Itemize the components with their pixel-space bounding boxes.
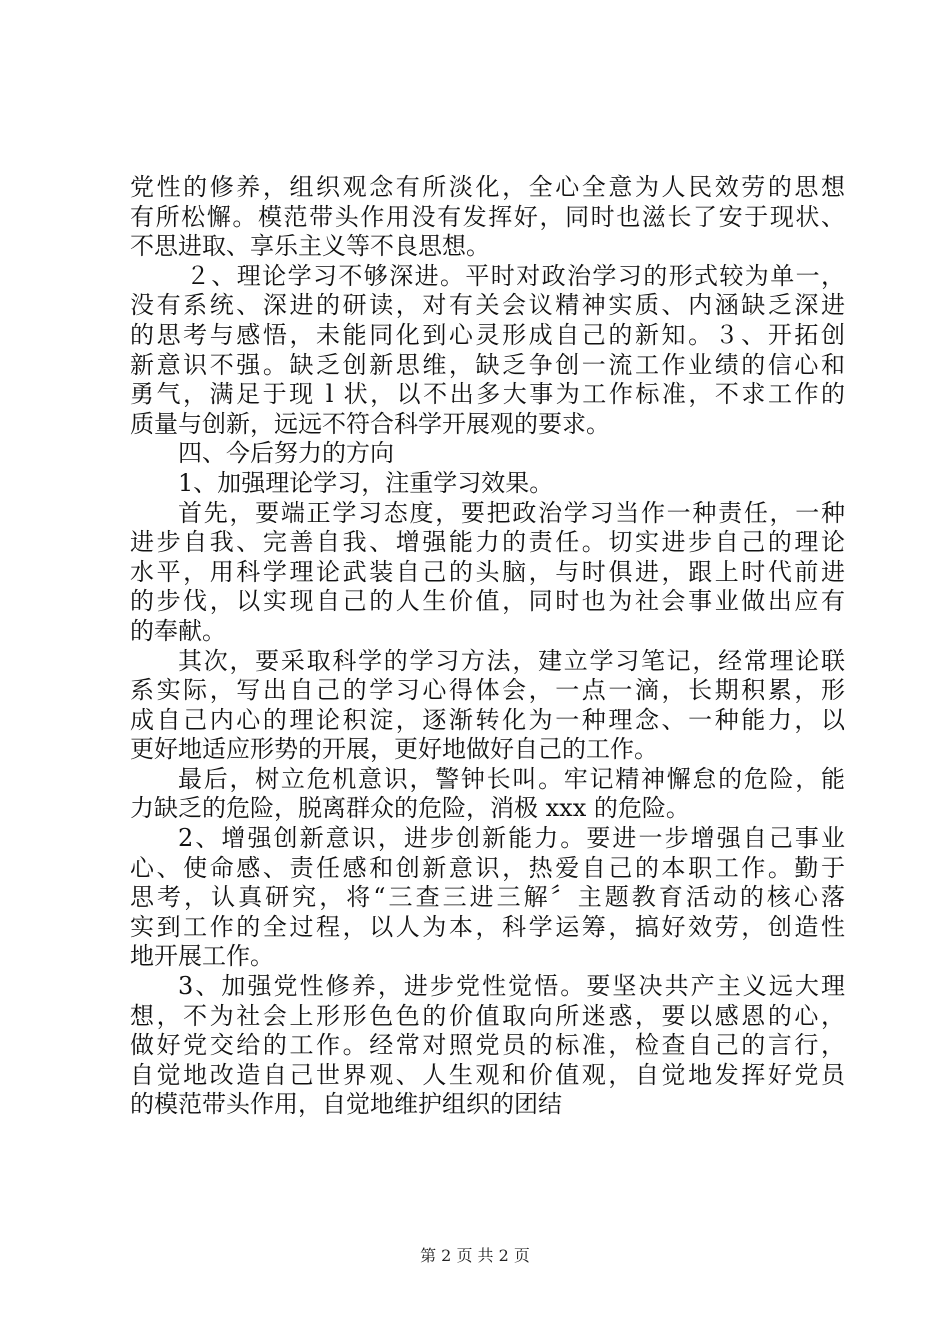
document-body: [130, 173, 845, 1120]
text-line: 成自己内心的理论积淀，逐渐转化为一种理念、一种能力，以: [130, 705, 845, 734]
text-line: 自觉地改造自己世界观、人生观和价值观，自觉地发挥好党员: [130, 1060, 845, 1089]
section-heading: 四、今后努力的方向: [178, 439, 394, 468]
text-line: 力缺乏的危险，脱离群众的危险，消极 xxx 的危险。: [130, 794, 690, 823]
text-line: 地开展工作。: [130, 942, 274, 971]
text-line: 其次，要采取科学的学习方法，建立学习笔记，经常理论联: [178, 646, 845, 675]
text-line: 有所松懈。模范带头作用没有发挥好，同时也滋长了安于现状、: [130, 202, 845, 231]
text-line: 做好党交给的工作。经常对照党员的标准，检查自己的言行，: [130, 1031, 845, 1060]
page-number-footer: 第 2 页 共 2 页: [420, 1246, 530, 1265]
text-line: 的奉献。: [130, 616, 226, 645]
subsection-heading: 1、加强理论学习，注重学习效果。: [178, 468, 554, 497]
text-line: 实到工作的全过程，以人为本，科学运筹，搞好效劳，创造性: [130, 912, 845, 941]
text-line: 勇气，满足于现 l 状，以不出多大事为工作标准，不求工作的: [130, 380, 845, 409]
text-line: 心、使命感、责任感和创新意识，热爱自己的本职工作。勤于: [130, 853, 845, 882]
text-line: 不思进取、享乐主义等不良思想。: [130, 232, 490, 261]
text-line: 思考，认真研究，将“三查三进三解〞主题教育活动的核心落: [130, 883, 845, 912]
text-line: 党性的修养，组织观念有所淡化，全心全意为人民效劳的思想: [130, 173, 845, 201]
text-line: 的思考与感悟，未能同化到心灵形成自己的新知。３、开拓创: [130, 320, 845, 349]
text-line: 3、加强党性修养，进步党性觉悟。要坚决共产主义远大理: [178, 972, 845, 1001]
text-line: 最后，树立危机意识，警钟长叫。牢记精神懈怠的危险，能: [178, 764, 845, 793]
text-line: 水平，用科学理论武装自己的头脑，与时俱进，跟上时代前进: [130, 557, 845, 586]
text-line: ２、理论学习不够深进。平时对政治学习的形式较为单一，: [186, 261, 845, 290]
text-line: 没有系统、深进的研读，对有关会议精神实质、内涵缺乏深进: [130, 291, 845, 320]
text-line: 的步伐，以实现自己的人生价值，同时也为社会事业做出应有: [130, 587, 845, 616]
text-line: 更好地适应形势的开展，更好地做好自己的工作。: [130, 735, 658, 764]
text-line: 想，不为社会上形形色色的价值取向所迷惑，要以感恩的心，: [130, 1001, 845, 1030]
text-line: 的模范带头作用，自觉地维护组织的团结: [130, 1090, 562, 1119]
text-line: 首先，要端正学习态度，要把政治学习当作一种责任，一种: [178, 498, 845, 527]
text-line: 2、增强创新意识，进步创新能力。要进一步增强自己事业: [178, 824, 845, 853]
text-line: 新意识不强。缺乏创新思维，缺乏争创一流工作业绩的信心和: [130, 350, 845, 379]
text-line: 质量与创新，远远不符合科学开展观的要求。: [130, 409, 610, 438]
text-line: 系实际，写出自己的学习心得体会，一点一滴，长期积累，形: [130, 676, 845, 705]
text-line: 进步自我、完善自我、增强能力的责任。切实进步自己的理论: [130, 528, 845, 557]
